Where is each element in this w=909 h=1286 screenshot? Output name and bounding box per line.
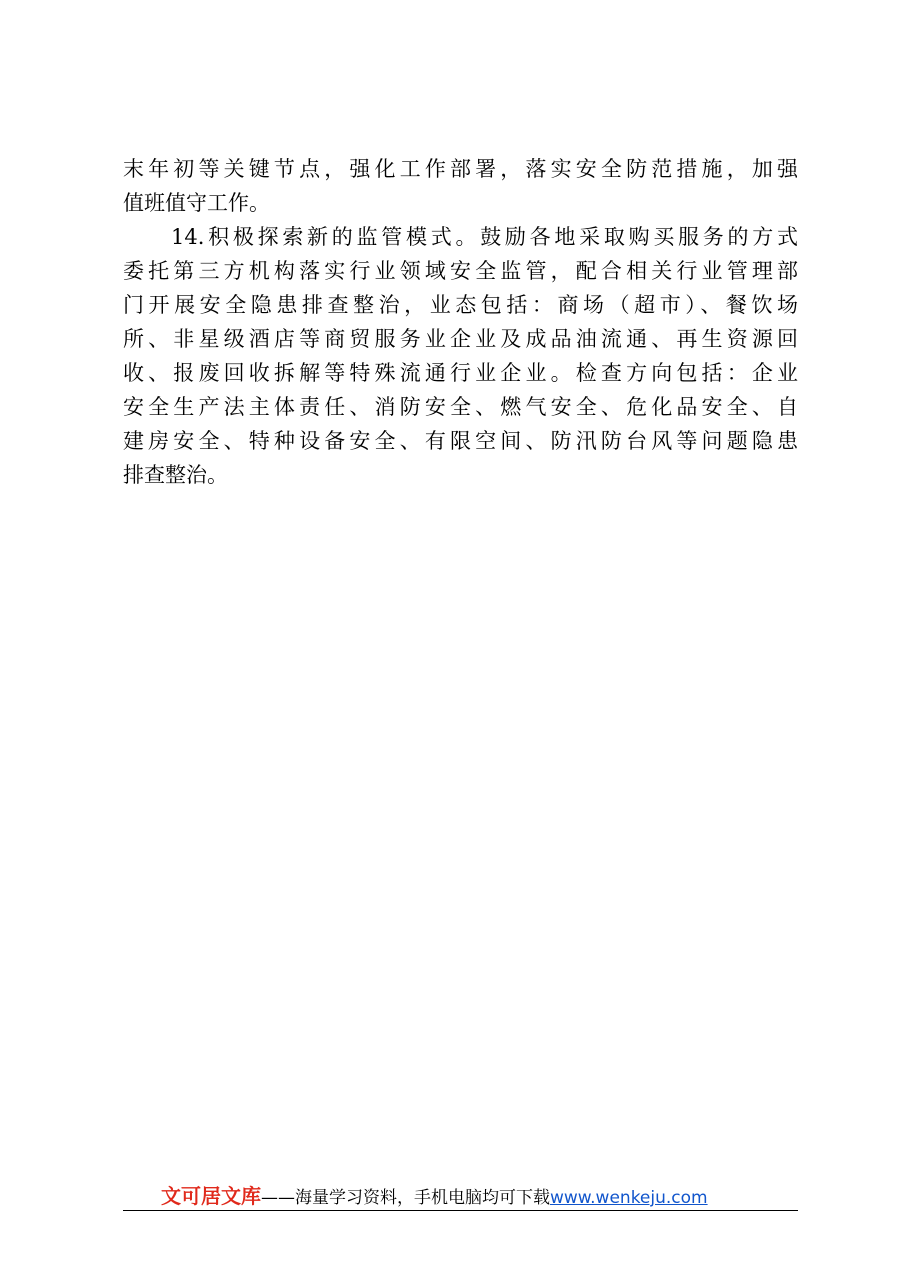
paragraph-line: 建房安全、特种设备安全、有限空间、防汛防台风等问题隐患 <box>123 429 798 453</box>
paragraph-line: 收、报废回收拆解等特殊流通行业企业。检查方向包括：企业 <box>123 361 798 385</box>
paragraph-line: 安全生产法主体责任、消防安全、燃气安全、危化品安全、自 <box>123 395 798 419</box>
footer-link[interactable]: www.wenkeju.com <box>550 1188 708 1208</box>
footer-brand: 文可居文库 <box>161 1184 261 1208</box>
body-text <box>123 152 798 492</box>
paragraph-line: 末年初等关键节点，强化工作部署，落实安全防范措施，加强 <box>123 157 798 181</box>
footer-tagline: ——海量学习资料，手机电脑均可下载 <box>261 1188 550 1208</box>
footer-divider <box>123 1210 798 1211</box>
paragraph-line: 值班值守工作。 <box>123 191 270 215</box>
paragraph-line: 所、非星级酒店等商贸服务业企业及成品油流通、再生资源回 <box>123 327 798 351</box>
paragraph-line: 门开展安全隐患排查整治，业态包括：商场（超市）、餐饮场 <box>123 293 798 317</box>
paragraph-line: 委托第三方机构落实行业领域安全监管，配合相关行业管理部 <box>123 259 798 283</box>
page-footer <box>123 1182 798 1210</box>
paragraph-line: 14.积极探索新的监管模式。鼓励各地采取购买服务的方式 <box>171 225 798 249</box>
footer-text <box>161 1182 708 1210</box>
paragraph-line: 排查整治。 <box>123 463 228 487</box>
